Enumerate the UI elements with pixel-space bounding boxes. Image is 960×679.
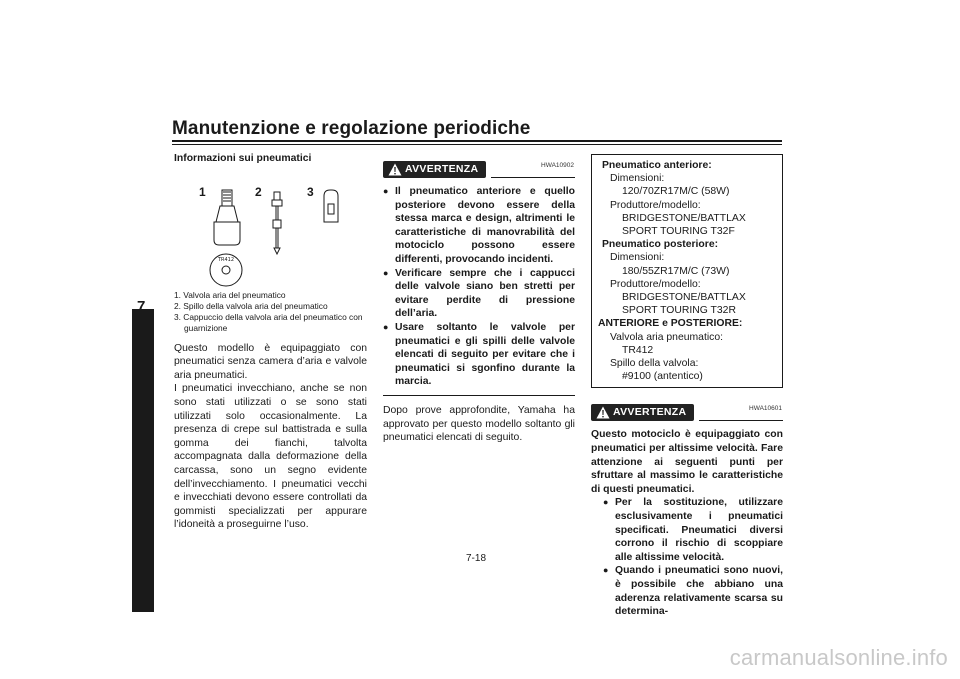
spec-label: Dimensioni: <box>610 173 665 185</box>
caption-item: 3. Cappuccio della valvola aria del pneumatico con guarnizione <box>174 311 363 333</box>
spec-both-title: ANTERIORE e POSTERIORE: <box>598 318 743 330</box>
figure-label-3: 3 <box>307 184 314 199</box>
tire-spec-box <box>591 154 783 388</box>
warning-bullet: ● Usare soltanto le valvole per pneumatici e gli spilli delle valvole elencati di seguito per evitare che i pneumatici si sgonfino durante la marcia. <box>383 321 575 389</box>
figure-label-2: 2 <box>255 184 262 199</box>
warning-code: HWA10902 <box>541 162 574 169</box>
warning-bullet: ● Per la sostituzione, utilizzare esclusivamente i pneumatici specificati. Pneumatici diversi corrono il rischio di scoppiare alle altissime velocità. <box>603 496 783 564</box>
section-heading: Informazioni sui pneumatici <box>174 153 312 164</box>
warning-rule <box>699 420 783 421</box>
chapter-number: 7 <box>137 298 146 315</box>
warning-bullet: ● Il pneumatico anteriore e quello posteriore devono essere della stessa marca e design, altrimenti le caratteristiche di manovrabilità del motociclo possono essere differenti, provocando incidenti. <box>383 185 575 267</box>
spec-value: SPORT TOURING T32R <box>622 305 736 317</box>
header-rule-thin <box>172 144 782 145</box>
warning-end-rule <box>383 395 575 396</box>
warning-header <box>383 161 575 179</box>
warning-badge <box>591 404 694 421</box>
warning-badge <box>383 161 486 178</box>
spec-label: Produttore/modello: <box>610 199 701 211</box>
caption-item: 1. Valvola aria del pneumatico <box>174 289 286 300</box>
right-column <box>591 154 783 619</box>
warning-header <box>591 404 783 422</box>
tire-valve-illustration <box>204 182 364 292</box>
body-paragraph: I pneumatici invecchiano, anche se non sono stati utilizzati o se sono stati utilizzati solo occasionalmente. La presenza di crepe sul battistrada e sulla gomma dei fianchi, talvolta accompagnata dalla deformazione della carcassa, sono un segno evidente dell’invecchiamento. I pneumatici vecchi e invecchiati devono essere controllati da gommisti specializzati per appurare l’idoneità a proseguirne l’uso. <box>174 383 367 531</box>
spec-value: #9100 (antentico) <box>622 371 703 383</box>
spec-label: Valvola aria pneumatico: <box>610 331 724 343</box>
spec-label: Dimensioni: <box>610 252 665 264</box>
cap-marking: TR412 <box>217 256 235 263</box>
middle-column <box>383 161 575 445</box>
page-number: 7-18 <box>466 553 487 564</box>
spec-value: 180/55ZR17M/C (73W) <box>622 265 730 277</box>
warning-rule <box>491 177 575 178</box>
left-column <box>174 152 367 532</box>
figure-captions <box>174 290 367 334</box>
spec-value: BRIDGESTONE/BATTLAX <box>622 212 746 224</box>
watermark: carmanualsonline.info <box>729 645 948 670</box>
spec-front-title: Pneumatico anteriore: <box>602 160 712 171</box>
warning-bullet: ● Quando i pneumatici sono nuovi, è possibile che abbiano una aderenza relativamente scarsa su determina- <box>603 564 783 618</box>
chapter-tab <box>132 309 154 612</box>
page-title: Manutenzione e regolazione periodiche <box>172 118 531 139</box>
warning-label: AVVERTENZA <box>613 406 687 419</box>
spec-rear-title: Pneumatico posteriore: <box>602 239 719 251</box>
spec-value: SPORT TOURING T32F <box>622 226 735 238</box>
warning-code: HWA10601 <box>749 405 782 413</box>
warning-bullets <box>383 185 575 389</box>
figure-label-1: 1 <box>199 184 206 199</box>
header-rule <box>172 140 782 142</box>
valve-figure <box>174 166 367 290</box>
warning-text: Questo motociclo è equipaggiato con pneumatici per altissime velocità. Fare attenzione ai seguenti punti per sfruttare al massimo le caratteristiche di questi pneumatici. <box>591 429 783 495</box>
warning-bullet: ● Verificare sempre che i cappucci delle valvole siano ben stretti per evitare perdite di pressione dell’aria. <box>383 267 575 321</box>
spec-value: TR412 <box>622 344 654 356</box>
warning-label: AVVERTENZA <box>405 163 479 175</box>
warning-triangle-icon <box>388 163 402 176</box>
body-paragraph: Questo modello è equipaggiato con pneumatici senza camera d’aria e valvole aria pneumatici. <box>174 342 367 381</box>
spec-label: Spillo della valvola: <box>610 358 699 370</box>
spec-value: BRIDGESTONE/BATTLAX <box>622 292 746 304</box>
spec-label: Produttore/modello: <box>610 278 701 290</box>
spec-value: 120/70ZR17M/C (58W) <box>622 186 730 198</box>
caption-item: 2. Spillo della valvola aria del pneumatico <box>174 300 328 311</box>
warning-bullets <box>591 496 783 618</box>
warning-triangle-icon <box>596 406 610 419</box>
body-paragraph: Dopo prove approfondite, Yamaha ha approvato per questo modello soltanto gli pneumatici elencati di seguito. <box>383 404 575 444</box>
